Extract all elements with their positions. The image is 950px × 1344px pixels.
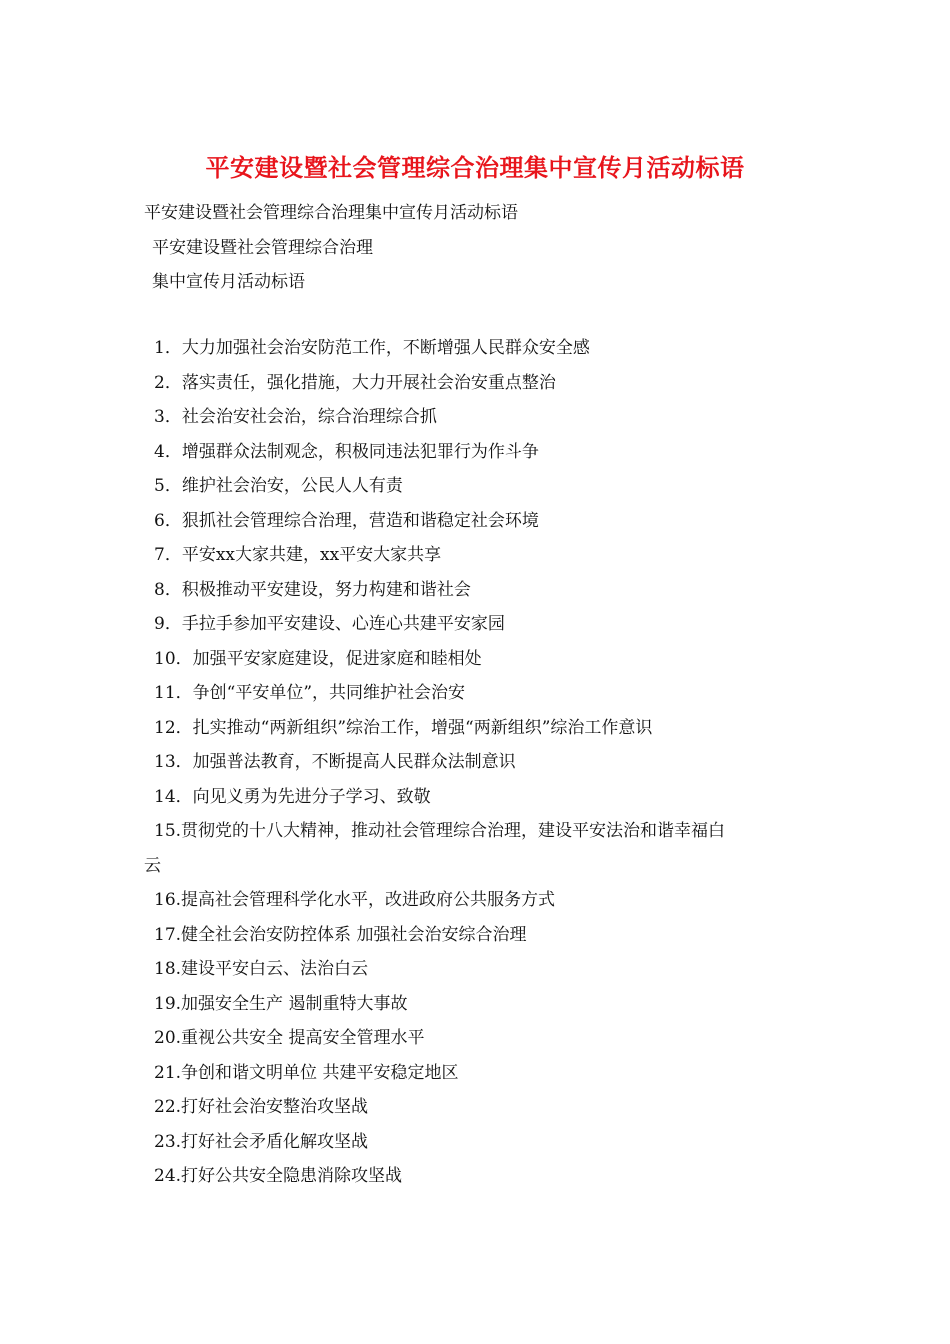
slogan-item: 3．社会治安社会治，综合治理综合抓: [154, 407, 437, 427]
slogan-list: [144, 331, 824, 1194]
slogan-item: 14．向见义勇为先进分子学习、致敬: [154, 786, 431, 807]
slogan-item: 2．落实责任，强化措施，大力开展社会治安重点整治: [154, 372, 556, 393]
slogan-item: 4．增强群众法制观念，积极同违法犯罪行为作斗争: [154, 441, 539, 462]
slogan-item: 11．争创“平安单位”，共同维护社会治安: [154, 683, 466, 703]
slogan-item: 19.加强安全生产 遏制重特大事故: [154, 993, 408, 1014]
slogan-item: 24.打好公共安全隐患消除攻坚战: [154, 1166, 403, 1186]
slogan-item: 10．加强平安家庭建设，促进家庭和睦相处: [154, 648, 482, 669]
slogan-item: 22.打好社会治安整治攻坚战: [154, 1097, 369, 1117]
intro-line: 集中宣传月活动标语: [152, 272, 305, 292]
intro-line: 平安建设暨社会管理综合治理集中宣传月活动标语: [144, 203, 518, 223]
slogan-item: 18.建设平安白云、法治白云: [154, 959, 369, 979]
intro-block: [144, 196, 824, 300]
slogan-item: 12．扎实推动“两新组织”综治工作，增强“两新组织”综治工作意识: [154, 717, 653, 738]
slogan-item: 23.打好社会矛盾化解攻坚战: [154, 1131, 369, 1152]
slogan-item: 9．手拉手参加平安建设、心连心共建平安家园: [154, 614, 505, 634]
slogan-item: 8．积极推动平安建设，努力构建和谐社会: [154, 579, 471, 600]
slogan-item: 1．大力加强社会治安防范工作，不断增强人民群众安全感: [154, 338, 590, 358]
slogan-item: 17.健全社会治安防控体系 加强社会治安综合治理: [154, 924, 527, 945]
slogan-item-continuation: 云: [144, 855, 161, 876]
slogan-item: 5．维护社会治安，公民人人有责: [154, 476, 403, 496]
document-title: 平安建设暨社会管理综合治理集中宣传月活动标语: [205, 153, 745, 182]
slogan-item: 21.争创和谐文明单位 共建平安稳定地区: [154, 1062, 459, 1083]
slogan-item: 6．狠抓社会管理综合治理，营造和谐稳定社会环境: [154, 510, 539, 531]
slogan-item: 15.贯彻党的十八大精神，推动社会管理综合治理，建设平安法治和谐幸福白: [154, 821, 726, 841]
slogan-item: 13．加强普法教育，不断提高人民群众法制意识: [154, 752, 516, 772]
slogan-item: 16.提高社会管理科学化水平，改进政府公共服务方式: [154, 890, 556, 910]
slogan-item: 7．平安xx大家共建，xx平安大家共享: [154, 545, 442, 565]
intro-line: 平安建设暨社会管理综合治理: [152, 237, 373, 258]
slogan-item: 20.重视公共安全 提高安全管理水平: [154, 1028, 425, 1048]
